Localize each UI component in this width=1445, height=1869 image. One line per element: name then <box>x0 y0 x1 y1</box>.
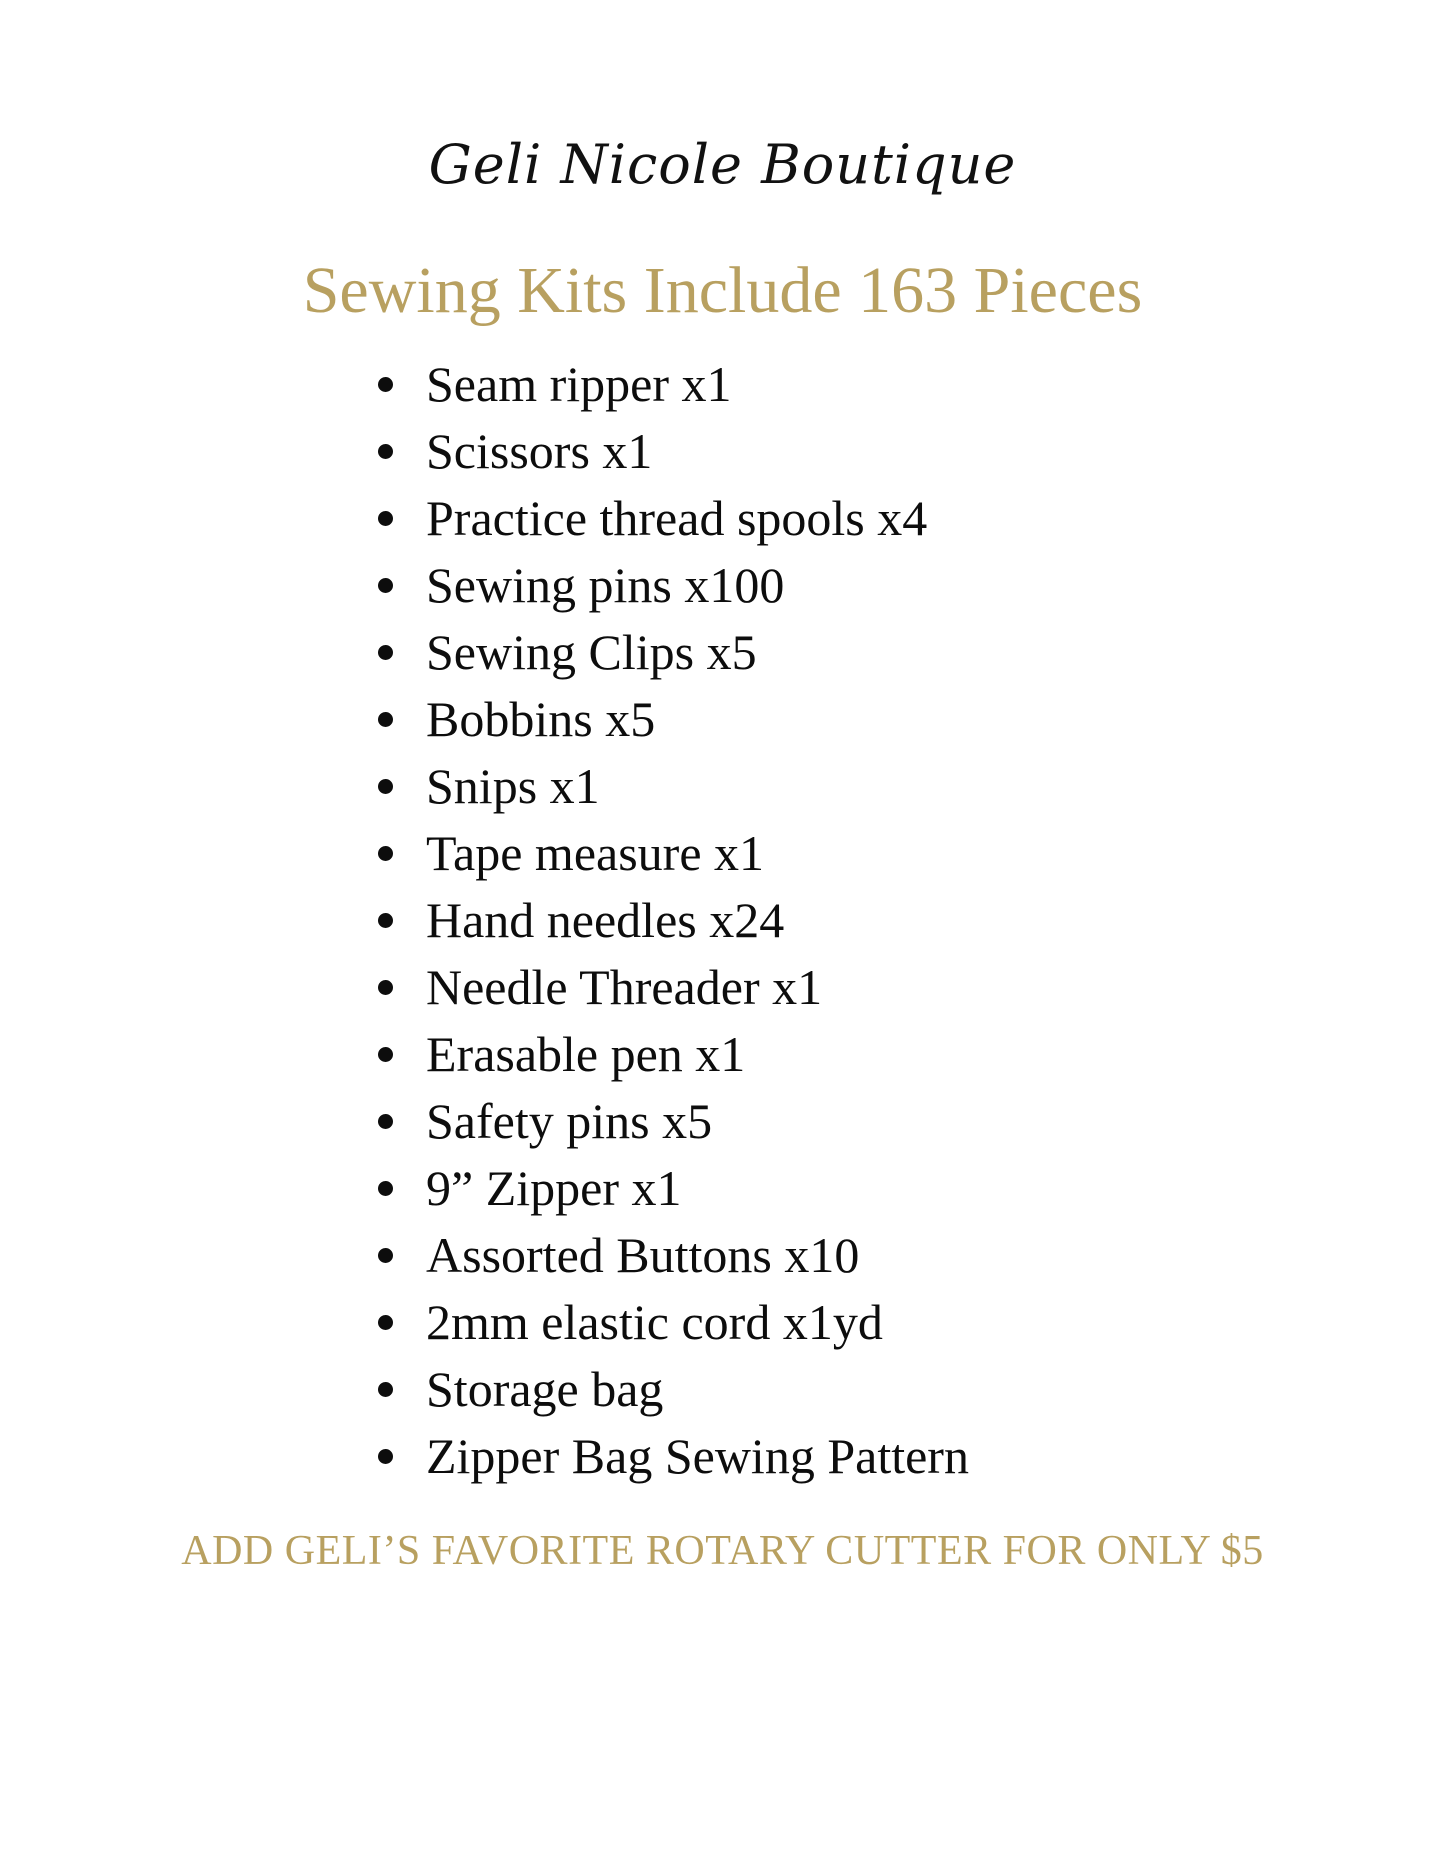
list-item-label: Sewing pins x100 <box>426 557 785 613</box>
bullet-icon <box>378 377 393 392</box>
bullet-icon <box>378 1114 393 1129</box>
bullet-icon <box>378 1382 393 1397</box>
bullet-icon <box>378 1248 393 1263</box>
list-item <box>370 556 969 623</box>
bullet-icon <box>378 712 393 727</box>
promo-text: ADD GELI’S FAVORITE ROTARY CUTTER FOR ONLY $5 <box>181 1528 1264 1574</box>
list-item <box>370 757 969 824</box>
list-item <box>370 489 969 556</box>
list-item <box>370 824 969 891</box>
bullet-icon <box>378 846 393 861</box>
brand-logo: Geli Nicole Boutique <box>428 133 1017 196</box>
list-item-label: 9” Zipper x1 <box>426 1160 682 1216</box>
list-item <box>370 958 969 1025</box>
list-item-label: Assorted Buttons x10 <box>426 1227 860 1283</box>
list-item <box>370 690 969 757</box>
list-item-label: Zipper Bag Sewing Pattern <box>426 1428 969 1484</box>
list-item <box>370 891 969 958</box>
bullet-icon <box>378 913 393 928</box>
list-item <box>370 1092 969 1159</box>
list-item-label: Seam ripper x1 <box>426 356 732 412</box>
list-item <box>370 1226 969 1293</box>
page-title: Sewing Kits Include 163 Pieces <box>302 254 1143 327</box>
list-item <box>370 1360 969 1427</box>
bullet-icon <box>378 1181 393 1196</box>
list-item <box>370 355 969 422</box>
bullet-icon <box>378 980 393 995</box>
list-item-label: Tape measure x1 <box>426 825 765 881</box>
list-item <box>370 623 969 690</box>
kit-items-list <box>370 355 969 1494</box>
list-item-label: Needle Threader x1 <box>426 959 823 1015</box>
bullet-icon <box>378 1047 393 1062</box>
list-item <box>370 422 969 489</box>
bullet-icon <box>378 1449 393 1464</box>
bullet-icon <box>378 1315 393 1330</box>
list-item-label: Snips x1 <box>426 758 600 814</box>
bullet-icon <box>378 444 393 459</box>
list-item-label: Erasable pen x1 <box>426 1026 746 1082</box>
list-item-label: Bobbins x5 <box>426 691 656 747</box>
list-item-label: Hand needles x24 <box>426 892 785 948</box>
list-item-label: Storage bag <box>426 1361 664 1417</box>
list-item <box>370 1025 969 1092</box>
bullet-icon <box>378 645 393 660</box>
list-item <box>370 1159 969 1226</box>
list-item <box>370 1293 969 1360</box>
list-item-label: 2mm elastic cord x1yd <box>426 1294 883 1350</box>
list-item <box>370 1427 969 1494</box>
list-item-label: Sewing Clips x5 <box>426 624 757 680</box>
bullet-icon <box>378 578 393 593</box>
list-item-label: Practice thread spools x4 <box>426 490 928 546</box>
bullet-icon <box>378 511 393 526</box>
list-item-label: Safety pins x5 <box>426 1093 713 1149</box>
bullet-icon <box>378 779 393 794</box>
list-item-label: Scissors x1 <box>426 423 653 479</box>
